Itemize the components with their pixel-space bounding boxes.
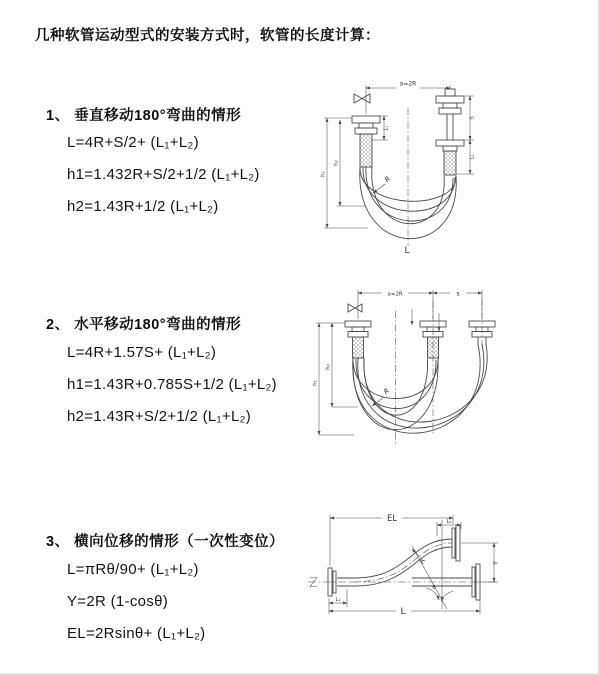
dim-label-h2: h₂ bbox=[333, 160, 340, 166]
diagram-vertical-180-bend bbox=[310, 70, 540, 265]
angle-label: θ bbox=[432, 585, 436, 591]
diagram-horizontal-180-bend bbox=[312, 283, 547, 463]
section-3-formula-y: Y=2R (1-cosθ) bbox=[67, 593, 169, 610]
diagram-lateral-displacement bbox=[300, 496, 555, 656]
dim-label-h1: h₁ bbox=[312, 380, 319, 386]
radius-label: R bbox=[382, 386, 392, 397]
section-3-formula-el: EL=2Rsinθ+ (L₁+L₂) bbox=[67, 625, 206, 642]
section-2-formula-h2: h2=1.43R+S/2+1/2 (L₁+L₂) bbox=[67, 408, 252, 425]
valve-icon bbox=[348, 304, 362, 312]
section-3-heading: 3、 横向位移的情形（一次性变位） bbox=[46, 534, 285, 550]
section-3-formula-l: L=πRθ/90+ (L₁+L₂) bbox=[67, 561, 199, 578]
dim-label-offset: Y bbox=[492, 561, 500, 565]
radius-label: R bbox=[383, 174, 393, 185]
dim-label-right-fitting: L₂ bbox=[446, 519, 452, 525]
section-1-heading: 1、 垂直移动180°弯曲的情形 bbox=[46, 108, 242, 124]
dim-label-h1: h₁ bbox=[320, 171, 327, 177]
section-1-formula-l: L=4R+S/2+ (L₁+L₂) bbox=[67, 134, 199, 151]
section-2-heading: 2、 水平移动180°弯曲的情形 bbox=[46, 317, 242, 333]
radius-label: R bbox=[417, 556, 428, 566]
dim-label-span: a=2R bbox=[399, 80, 417, 88]
dim-label-span: a=2R bbox=[387, 291, 403, 298]
dim-label-h2: h₂ bbox=[325, 364, 332, 370]
section-1-formula-h1: h1=1.432R+S/2+1/2 (L₁+L₂) bbox=[67, 166, 260, 183]
dim-label-stroke: S bbox=[469, 116, 476, 120]
dim-label-left-fitting: L₁ bbox=[335, 597, 341, 603]
length-label: L bbox=[404, 246, 410, 256]
length-label: L bbox=[400, 607, 406, 618]
dim-label-right-fitting: L₂ bbox=[469, 154, 476, 160]
section-2-formula-h1: h1=1.43R+0.785S+1/2 (L₁+L₂) bbox=[67, 376, 277, 393]
valve-icon bbox=[354, 94, 370, 103]
dim-label-left-fitting: L₁ bbox=[383, 125, 390, 131]
section-1-formula-h2: h2=1.43R+1/2 (L₁+L₂) bbox=[67, 198, 219, 215]
section-2-formula-l: L=4R+1.57S+ (L₁+L₂) bbox=[67, 344, 217, 361]
dim-label-stroke: s bbox=[456, 290, 460, 298]
page-title: 几种软管运动型式的安装方式时，软管的长度计算： bbox=[35, 28, 380, 44]
dim-label-el: EL bbox=[386, 513, 398, 524]
